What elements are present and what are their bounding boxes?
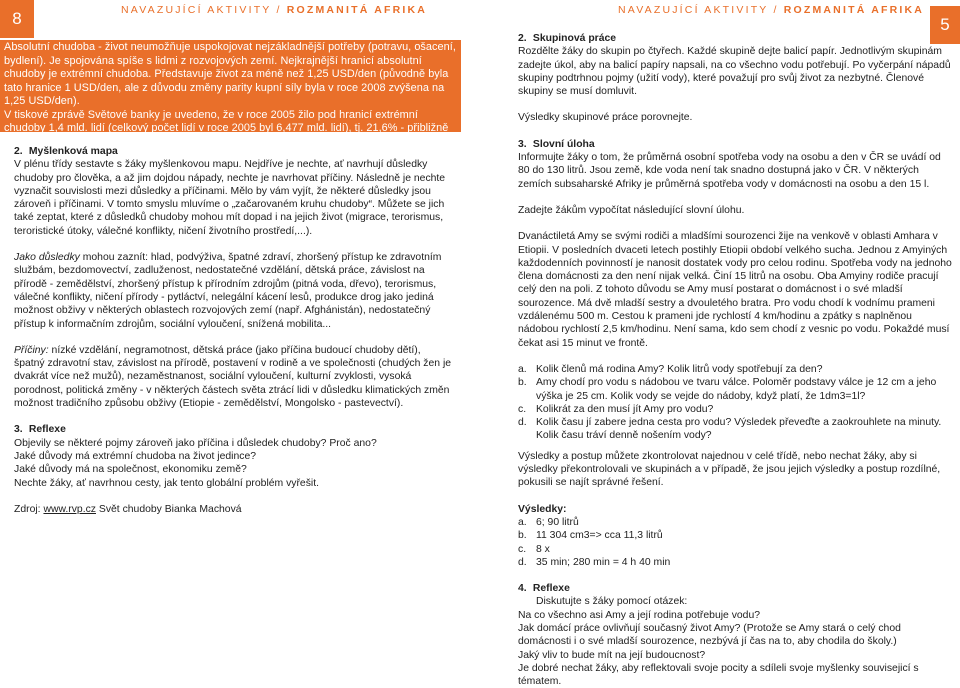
header-part2: ROZMANITÁ AFRIKA xyxy=(783,4,925,16)
running-header xyxy=(618,4,924,16)
right-column xyxy=(518,32,952,688)
reflection-line: Nechte žáky, ať navrhnou cesty, jak tento globální problém vyřešit. xyxy=(14,477,319,489)
causes-paragraph xyxy=(14,344,452,410)
result-item xyxy=(518,516,952,529)
result-item xyxy=(518,556,952,569)
question-marker: a. xyxy=(518,363,527,375)
header-part1: NAVAZUJÍCÍ AKTIVITY / xyxy=(121,4,287,16)
reflection-line: Na co všechno asi Amy a její rodina potřebuje vodu? xyxy=(518,609,761,621)
definition-paragraph-2: V tiskové zprávě Světové banky je uvedeno, že v roce 2005 žilo pod hranicí extrémní chudoby 1,4 mld. lidí (celkový počet lidí v roce 2005 byl 6,477 mld. lidí), tj. 21,6% - přibližně každý pátý člověk na světě byl extrémně chudý. xyxy=(4,108,449,148)
question-marker: b. xyxy=(518,377,527,389)
source-line xyxy=(14,503,452,516)
question-text: Kolik času jí zabere jedna cesta pro vodu? Výsledek převeďte a zaokrouhlete na minuty. Kolik času tráví denně nošením vody? xyxy=(536,417,942,442)
question-item xyxy=(518,416,952,443)
right-page xyxy=(480,0,960,688)
word-problem-intro: Informujte žáky o tom, že průměrná osobní spotřeba vody na osobu a den v ČR se uvádí od 80 do 130 litrů. Jsou země, kde voda není tak snadno dostupná jako v ČR. V některých zemích subsaharské Afriky je průměrná spotřeba vody v domácnosti na osobu a den 15 l. xyxy=(518,152,941,190)
result-marker: a. xyxy=(518,516,527,528)
reflection-line: Jaké důvody má extrémní chudoba na život jedince? xyxy=(14,450,257,462)
header-part2: ROZMANITÁ AFRIKA xyxy=(286,4,428,16)
section-heading xyxy=(518,582,952,595)
question-item xyxy=(518,376,952,403)
result-marker: b. xyxy=(518,530,527,542)
consequences-text: mohou zaznít: hlad, podvýživa, špatné zdraví, zhoršený přístup ke zdravotním službám, bezdomovectví, zadluženost, nedostatečné vzdělání, dětská práce, závislost na přírodě - zemědělství, zhoršený přístup k přírodním zdrojům (pitná voda, dřevo), terorismus, válečné konflikty, ničení přírody - pytláctví, nelegální kácení lesů, produkce drog jako jediná možnost obživy v některých oblastech rozvojových zemí (např. Afghánistán), nedostatečný přístup k informačním zdrojům, sociální vyloučení, snížená mobilita... xyxy=(14,252,442,330)
section-heading xyxy=(14,423,452,436)
source-link[interactable]: www.rvp.cz xyxy=(43,503,96,515)
question-text: Kolikrát za den musí jít Amy pro vodu? xyxy=(536,403,714,415)
section-number: 2. xyxy=(518,33,527,44)
section-number: 3. xyxy=(518,138,527,150)
definition-paragraph-1: Absolutní chudoba - život neumožňuje uspokojovat nejzákladnější potřeby (potravu, ošacení, bydlení). Je spojována spíše s lidmi z rozvojových zemí. Nejkrajnější hranicí absolutní chudoby je extrémní chudoba. Představuje život za méně než 1,25 USD/den (původně byla tato hranice 1 USD/den, ale z důvodu změny parity kupní síly byla v roce 2008 zvýšena na 1,25 USD/den). xyxy=(4,41,456,107)
reflection-line: Je dobré nechat žáky, aby reflektovali svoje pocity a sdíleli svoje myšlenky souvisejicí s tématem. xyxy=(518,662,919,688)
section-number: 2. xyxy=(14,146,23,157)
results-label: Výsledky: xyxy=(518,503,567,515)
causes-label: Příčiny: xyxy=(14,344,49,356)
section-title: Skupinová práce xyxy=(532,33,617,44)
left-page xyxy=(0,0,480,648)
reflection-line: Objevily se některé pojmy zároveň jako příčina i důsledek chudoby? Proč ano? xyxy=(14,437,377,449)
header-part1: NAVAZUJÍCÍ AKTIVITY / xyxy=(618,4,784,16)
section-title: Slovní úloha xyxy=(532,138,595,150)
question-marker: c. xyxy=(518,403,527,415)
question-marker: d. xyxy=(518,417,527,429)
section-heading xyxy=(518,32,952,45)
page-number: 8 xyxy=(0,0,34,38)
section-number: 3. xyxy=(14,424,23,436)
result-text: 8 x xyxy=(536,543,550,555)
reflection-line: Jak domácí práce ovlivňují současný život Amy? (Protože se Amy stará o celý chod domácnosti i o své mladší sourozence, nezbývá jí čas na to, aby chodila do školy.) xyxy=(518,622,901,648)
reflection-line: Jaký vliv to bude mít na její budoucnost? xyxy=(518,649,706,661)
result-item xyxy=(518,529,952,542)
mindmap-text: V plénu třídy sestavte s žáky myšlenkovou mapu. Nejdříve je nechte, ať navrhují důsledky chudoby pro člověka, a až jim dojdou nápady, nechte je navrhovat příčiny. Následně je nechte vyznačit souvislosti mezi důsledky a příčinami. Mělo by vám vyjít, že některé důsledky jsou zároveň i příčinami. V tomto smyslu mluvíme o „začarovaném kruhu chudoby“. Můžete se jich také zeptat, které z důsledků chudoby mohou mít dopad i na jejich život (migrace, terorismus, teroristické útoky, válečné konflikty, ničení životního prostředí,...). xyxy=(14,159,446,237)
page-number: 5 xyxy=(930,6,960,44)
reflection-line: Diskutujte s žáky pomocí otázek: xyxy=(536,596,688,608)
consequences-paragraph xyxy=(14,251,452,331)
result-marker: c. xyxy=(518,543,527,555)
result-item xyxy=(518,543,952,556)
section-title: Reflexe xyxy=(532,583,570,595)
result-text: 6; 90 litrů xyxy=(536,516,579,528)
group-work-text: Rozdělte žáky do skupin po čtyřech. Každé skupině dejte balicí papír. Jednotlivým skupinám zadejte úkol, aby na balicí papíry napsali, na co všechno vodu potřebují. Po vyčerpání nápadů skupiny podtrhnou pojmy (užití vody), které považují pro svůj život za nezbytné. Členové skupiny se musí domluvit. xyxy=(518,46,951,98)
question-item xyxy=(518,363,952,376)
reflection-line: Jaké důvody má na společnost, ekonomiku země? xyxy=(14,464,247,476)
group-work-text-2: Výsledky skupinové práce porovnejte. xyxy=(518,112,693,124)
check-text: Výsledky a postup můžete zkontrolovat najednou v celé třídě, nebo nechat žáky, aby si výsledky překontrolovali ve skupinách a v případě, že jsou jejich výsledky a postup rozdílné, pokusili se najít správné řešení. xyxy=(518,450,941,489)
section-heading xyxy=(14,145,452,158)
section-title: Reflexe xyxy=(28,424,66,436)
running-header xyxy=(121,4,427,16)
left-column xyxy=(14,145,452,516)
section-heading xyxy=(518,138,952,151)
word-problem-task: Zadejte žákům vypočítat následující slovní úlohu. xyxy=(518,204,745,216)
question-text: Amy chodí pro vodu s nádobou ve tvaru válce. Poloměr podstavy válce je 12 cm a jeho výška je 25 cm. Kolik vody se vejde do nádoby, když platí, že 1dm3=1l? xyxy=(536,377,937,402)
source-rest: Svět chudoby Bianka Machová xyxy=(96,503,242,515)
causes-text: nízké vzdělání, negramotnost, dětská práce (jako příčina budoucí chudoby dětí), špatný zdravotní stav, závislost na přírodě, postavení v rodině a ve společnosti (chudých žen je dvakrát více než mužů), nezaměstnanost, sociální vyloučení, kulturní zvyklosti, vysoká porodnost, politická změny - v některých částech světa ztrácí lidi v důsledku klimatických změn možnost tradičního způsobu obživy (Etiopie - zemědělství, Mongolsko - pastevectví). xyxy=(14,344,452,410)
consequences-label: Jako důsledky xyxy=(14,252,80,264)
question-text: Kolik členů má rodina Amy? Kolik litrů vody spotřebují za den? xyxy=(536,363,823,375)
result-text: 35 min; 280 min = 4 h 40 min xyxy=(536,556,671,568)
section-title: Myšlenková mapa xyxy=(28,146,118,157)
definition-box xyxy=(0,40,461,148)
question-item xyxy=(518,403,952,416)
result-marker: d. xyxy=(518,556,527,568)
result-text: 11 304 cm3=> cca 11,3 litrů xyxy=(536,530,663,542)
section-number: 4. xyxy=(518,583,527,595)
story-text: Dvanáctiletá Amy se svými rodiči a mladšími sourozenci žije na venkově v oblasti Amhara v Etiopii. V posledních dvaceti letech postihly Etiopii období velkého sucha. Jednou z Amyiných každodenních povinností je nanosit dostatek vody pro celou rodinu. Spotřeba vody na jednoho člena domácnosti za den není nijak velká. Činí 15 litrů na osobu. Oba Amyiny rodiče pracují celý den na poli. Z tohoto důvodu se Amy musí postarat o domácnost i o své mladší sourozence. Má dvě mladší sestry a dvouletého bratra. Pro vodu chodí k vodnímu prameni vzdálenému 500 m. Cestou k prameni jde rychlostí 4 km/hodinu a zpátky s naplněnou nádobou rychlostí 2,5 km/hodinu. Není sama, kdo sem chodí z vesnic po vodu. Pokaždé musí čekat asi 15 minut ve frontě. xyxy=(518,231,952,349)
source-label: Zdroj: xyxy=(14,503,44,515)
